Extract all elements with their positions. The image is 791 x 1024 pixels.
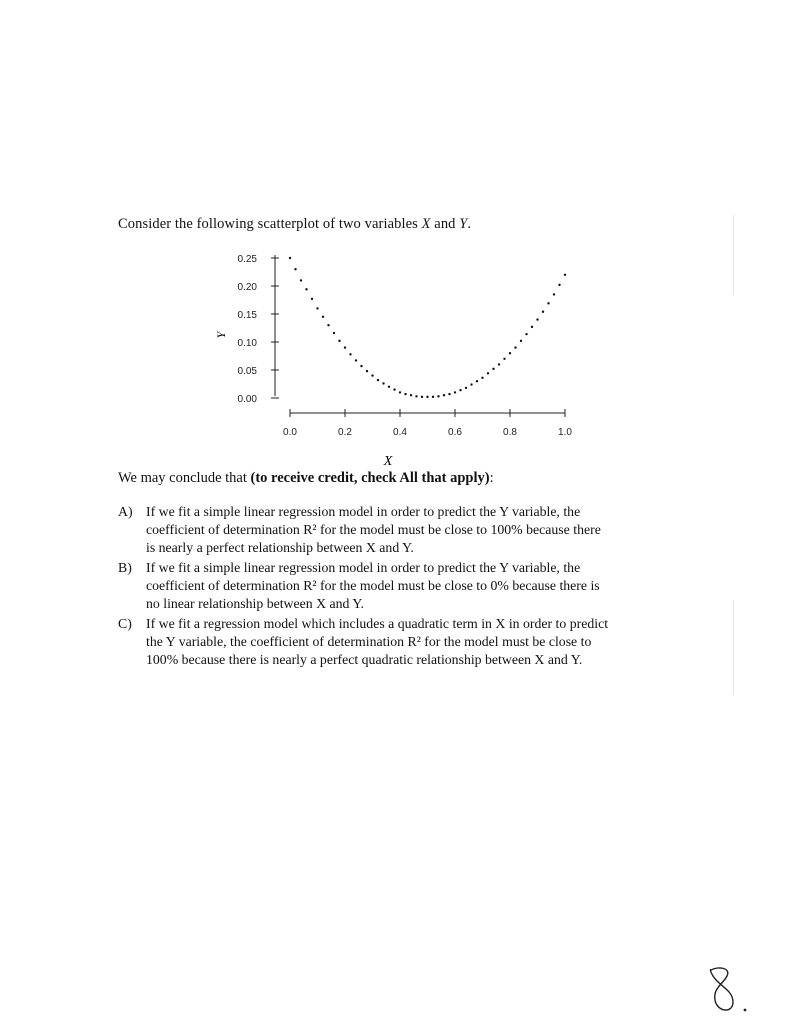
data-point [322,316,324,318]
data-point [426,396,428,398]
intro-text: Consider the following scatterplot of two variables [118,216,422,232]
y-tick-label: 0.05 [237,366,257,377]
option-a-line: is nearly a perfect relationship between X and Y. [146,540,414,555]
data-point [388,386,390,388]
data-point [327,324,329,326]
option-b-label: B) [118,560,132,575]
data-points [289,257,566,398]
data-point [311,298,313,300]
data-point [338,340,340,342]
data-point [525,333,527,335]
conclusion-end: : [489,470,494,486]
y-axis [238,254,279,405]
data-point [371,374,373,376]
question-intro [118,216,471,233]
data-point [432,396,434,398]
y-tick-label: 0.25 [237,254,257,265]
option-b-text [146,559,678,613]
y-tick-label: 0.20 [237,282,257,293]
data-point [355,359,357,361]
data-point [465,387,467,389]
data-point [349,353,351,355]
data-point [366,370,368,372]
option-c-label: C) [118,616,132,631]
conclusion-prompt [118,470,494,487]
option-b-line: If we fit a simple linear regression model in order to predict the Y variable, the [146,560,581,575]
answer-options [118,503,678,671]
x-tick-label: 0.4 [393,427,407,438]
data-point [289,257,291,259]
data-point [421,396,423,398]
scan-edge-line-top [733,215,734,295]
option-c-text [146,615,678,669]
scan-edge-line-bottom [733,600,734,695]
option-a-text [146,503,678,557]
data-point [542,311,544,313]
option-c[interactable] [118,615,678,669]
intro-end: . [467,216,472,232]
data-point [509,352,511,354]
data-point [393,388,395,390]
handwritten-page-number [705,966,755,1018]
option-a-line: coefficient of determination R² for the model must be close to 100% because there [146,522,601,537]
x-tick-label: 0.8 [503,427,517,438]
intro-var-x: X [421,216,431,232]
data-point [470,383,472,385]
data-point [316,307,318,309]
data-point [305,288,307,290]
y-axis-label: Y [214,331,228,339]
data-point [377,379,379,381]
data-point [476,380,478,382]
y-tick-label: 0.10 [237,338,257,349]
data-point [553,293,555,295]
data-point [294,268,296,270]
option-a[interactable] [118,503,678,557]
intro-and: and [430,216,460,232]
data-point [492,368,494,370]
data-point [344,346,346,348]
data-point [448,393,450,395]
data-point [564,274,566,276]
y-tick-label: 0.15 [237,310,257,321]
data-point [410,394,412,396]
option-c-line: the Y variable, the coefficient of determination R² for the model must be close to [146,634,592,649]
data-point [443,394,445,396]
data-point [531,326,533,328]
option-a-line: If we fit a simple linear regression model in order to predict the Y variable, the [146,504,581,519]
intro-var-y: Y [459,216,468,232]
conclusion-text: We may conclude that [118,470,251,486]
data-point [487,372,489,374]
option-b-line: coefficient of determination R² for the model must be close to 0% because there is [146,578,600,593]
data-point [514,346,516,348]
data-point [558,284,560,286]
data-point [459,389,461,391]
y-tick-label: 0.00 [237,394,257,405]
x-axis-label: X [383,454,393,469]
data-point [454,391,456,393]
data-point [498,363,500,365]
option-c-line: If we fit a regression model which includes a quadratic term in X in order to predict [146,616,609,631]
conclusion-bold: (to receive credit, check All that apply) [250,470,490,486]
option-b-line: no linear relationship between X and Y. [146,596,365,611]
data-point [547,302,549,304]
data-point [415,395,417,397]
data-point [520,340,522,342]
data-point [399,391,401,393]
x-tick-label: 0.2 [338,427,352,438]
data-point [536,318,538,320]
data-point [382,382,384,384]
scatterplot [195,238,595,478]
x-tick-label: 1.0 [558,427,572,438]
data-point [437,395,439,397]
x-axis [283,409,572,438]
data-point [404,393,406,395]
data-point [503,358,505,360]
option-b[interactable] [118,559,678,613]
option-c-line: 100% because there is nearly a perfect quadratic relationship between X and Y. [146,652,583,667]
x-tick-label: 0.0 [283,427,297,438]
data-point [300,279,302,281]
data-point [360,365,362,367]
option-a-label: A) [118,504,133,519]
data-point [481,377,483,379]
x-tick-label: 0.6 [448,427,462,438]
data-point [333,332,335,334]
